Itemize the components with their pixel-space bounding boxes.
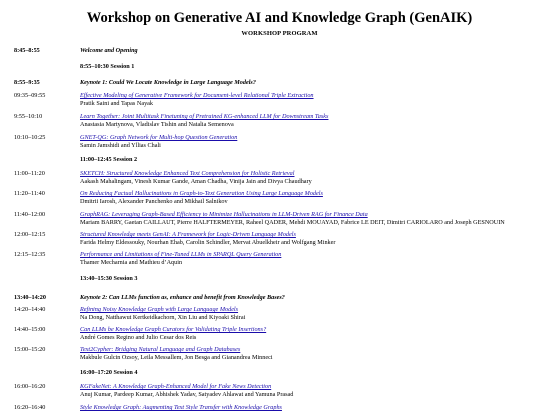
row-content <box>80 79 558 87</box>
time-slot: 13:40–14:20 <box>14 294 46 301</box>
time-slot: 9:55–10:10 <box>14 113 43 120</box>
paper-title-link[interactable]: Learn Together: Joint Multitask Finetuning of Pretrained KG-enhanced LLM for Downstream Tasks <box>80 113 329 120</box>
row-content <box>80 156 558 164</box>
row-content <box>80 134 558 150</box>
paper-title-link[interactable]: Effective Modeling of Generative Framework for Document-level Relational Triple Extraction <box>80 92 314 99</box>
session-title: 13:40–15:30 Session 3 <box>80 275 138 282</box>
paper-authors: Anuj Kumar, Pardeep Kumar, Abhishek Yadav, Satyadev Ahlawat and Yamuna Prasad <box>80 391 294 398</box>
time-slot: 8:45–8:55 <box>14 47 40 54</box>
row-content <box>80 306 558 322</box>
paper-authors: Pratik Saini and Tapas Nayak <box>80 100 153 107</box>
paper-authors: Aakash Mahalingam, Vinesh Kumar Gande, Aman Chadha, Vinija Jain and Divya Chaudhary <box>80 178 312 185</box>
paper-title-link[interactable]: Text2Cypher: Bridging Natural Language and Graph Databases <box>80 346 241 353</box>
row-content <box>80 275 558 283</box>
row-content <box>80 251 558 267</box>
paper-authors: Na Dong, Natthawut Kertkeidkachorn, Xin Liu and Kiyoaki Shirai <box>80 314 246 321</box>
paper-title-link[interactable]: On Reducing Factual Hallucinations in Graph-to-Text Generation Using Large Language Models <box>80 190 323 197</box>
paper-title-link[interactable]: Can LLMs be Knowledge Graph Curators for Validating Triple Insertions? <box>80 326 267 333</box>
row-content <box>80 404 558 412</box>
paper-title-link[interactable]: GNET-QG: Graph Network for Multi-hop Question Generation <box>80 134 238 141</box>
row-content <box>80 383 558 399</box>
time-slot: 15:00–15:20 <box>14 346 46 353</box>
row-content <box>80 231 558 247</box>
page-title: Workshop on Generative AI and Knowledge Graph (GenAIK) <box>86 10 473 26</box>
paper-title-link[interactable]: SKETCH: Structured Knowledge Enhanced Text Comprehension for Holistic Retrieval <box>80 170 295 177</box>
keynote-title: Keynote 1: Could We Locate Knowledge in Large Language Models? <box>80 79 256 86</box>
row-content <box>80 92 558 108</box>
paper-authors: Anastasia Martynova, Vladislav Tishin and Natalia Semenova <box>80 121 234 128</box>
row-content <box>80 190 558 206</box>
time-slot: 12:00–12:15 <box>14 231 46 238</box>
paper-authors: Farida Helmy Eldessouky, Nourhan Ehab, Carolin Schindler, Mervat Abuelkheir and Wolfgang Minker <box>80 239 336 246</box>
page-subtitle: WORKSHOP PROGRAM <box>241 30 318 37</box>
session-title: 8:55–10:30 Session 1 <box>80 63 135 70</box>
paper-title-link[interactable]: Performance and Limitations of Fine-Tuned LLMs in SPARQL Query Generation <box>80 251 282 258</box>
time-slot: 09:35–09:55 <box>14 92 46 99</box>
time-slot: 11:00–11:20 <box>14 170 45 177</box>
paper-title-link[interactable]: KGFakeNet: A Knowledge Graph-Enhanced Model for Fake News Detection <box>80 383 272 390</box>
row-content <box>80 63 558 71</box>
paper-title-link[interactable]: Refining Noisy Knowledge Graph with Large Language Models <box>80 306 239 313</box>
time-slot: 10:10–10:25 <box>14 134 46 141</box>
keynote-title: Keynote 2: Can LLMs function as, enhance and benefit from Knowledge Bases? <box>80 294 285 301</box>
time-slot: 12:15–12:35 <box>14 251 46 258</box>
paper-title-link[interactable]: GraphRAG: Leveraging Graph-Based Efficiency to Minimize Hallucinations in LLM-Driven RAG for Finance Data <box>80 211 368 218</box>
time-slot: 16:00–16:20 <box>14 383 46 390</box>
time-slot: 11:20–11:40 <box>14 190 45 197</box>
paper-authors: Thamer Mecharnia and Mathieu d’Aquin <box>80 259 183 266</box>
row-content <box>80 113 558 129</box>
paper-title-link[interactable]: Structured Knowledge meets GenAI: A Framework for Logic-Driven Language Models <box>80 231 296 238</box>
row-content <box>80 346 558 362</box>
row-content <box>80 369 558 377</box>
time-slot: 11:40–12:00 <box>14 211 46 218</box>
paper-title-link[interactable]: Style Knowledge Graph: Augmenting Text Style Transfer with Knowledge Graphs <box>80 404 282 411</box>
time-slot: 14:40–15:00 <box>14 326 46 333</box>
row-content <box>80 211 558 227</box>
time-slot: 8:55–9:35 <box>14 79 40 86</box>
paper-authors: Makbule Gulcin Ozsoy, Leila Messallem, Jon Besga and Gianandrea Minneci <box>80 354 273 361</box>
paper-authors: Samin Jamshidi and Yllias Chali <box>80 142 161 149</box>
session-title: 11:00–12:45 Session 2 <box>80 156 138 163</box>
time-slot: 14:20–14:40 <box>14 306 46 313</box>
time-slot: 16:20–16:40 <box>14 404 46 411</box>
row-content <box>80 326 558 342</box>
paper-authors: André Gomes Regino and Julio Cesar dos Reis <box>80 334 197 341</box>
paper-authors: Dmitrii Iarosh, Alexander Panchenko and Mikhail Salnikov <box>80 198 228 205</box>
session-title: 16:00–17:20 Session 4 <box>80 369 138 376</box>
row-content <box>80 170 558 186</box>
row-content <box>80 294 558 302</box>
row-content <box>80 47 558 55</box>
paper-authors: Mariam BARRY, Gaetan CAILLAUT, Pierre HALFTERMEYER, Raheel QADER, Mehdi MOUAYAD, Fabrice LE DEIT, Dimitri CARIOLARO and Joseph GESNOUIN <box>80 219 505 226</box>
opening-title: Welcome and Opening <box>80 47 138 54</box>
